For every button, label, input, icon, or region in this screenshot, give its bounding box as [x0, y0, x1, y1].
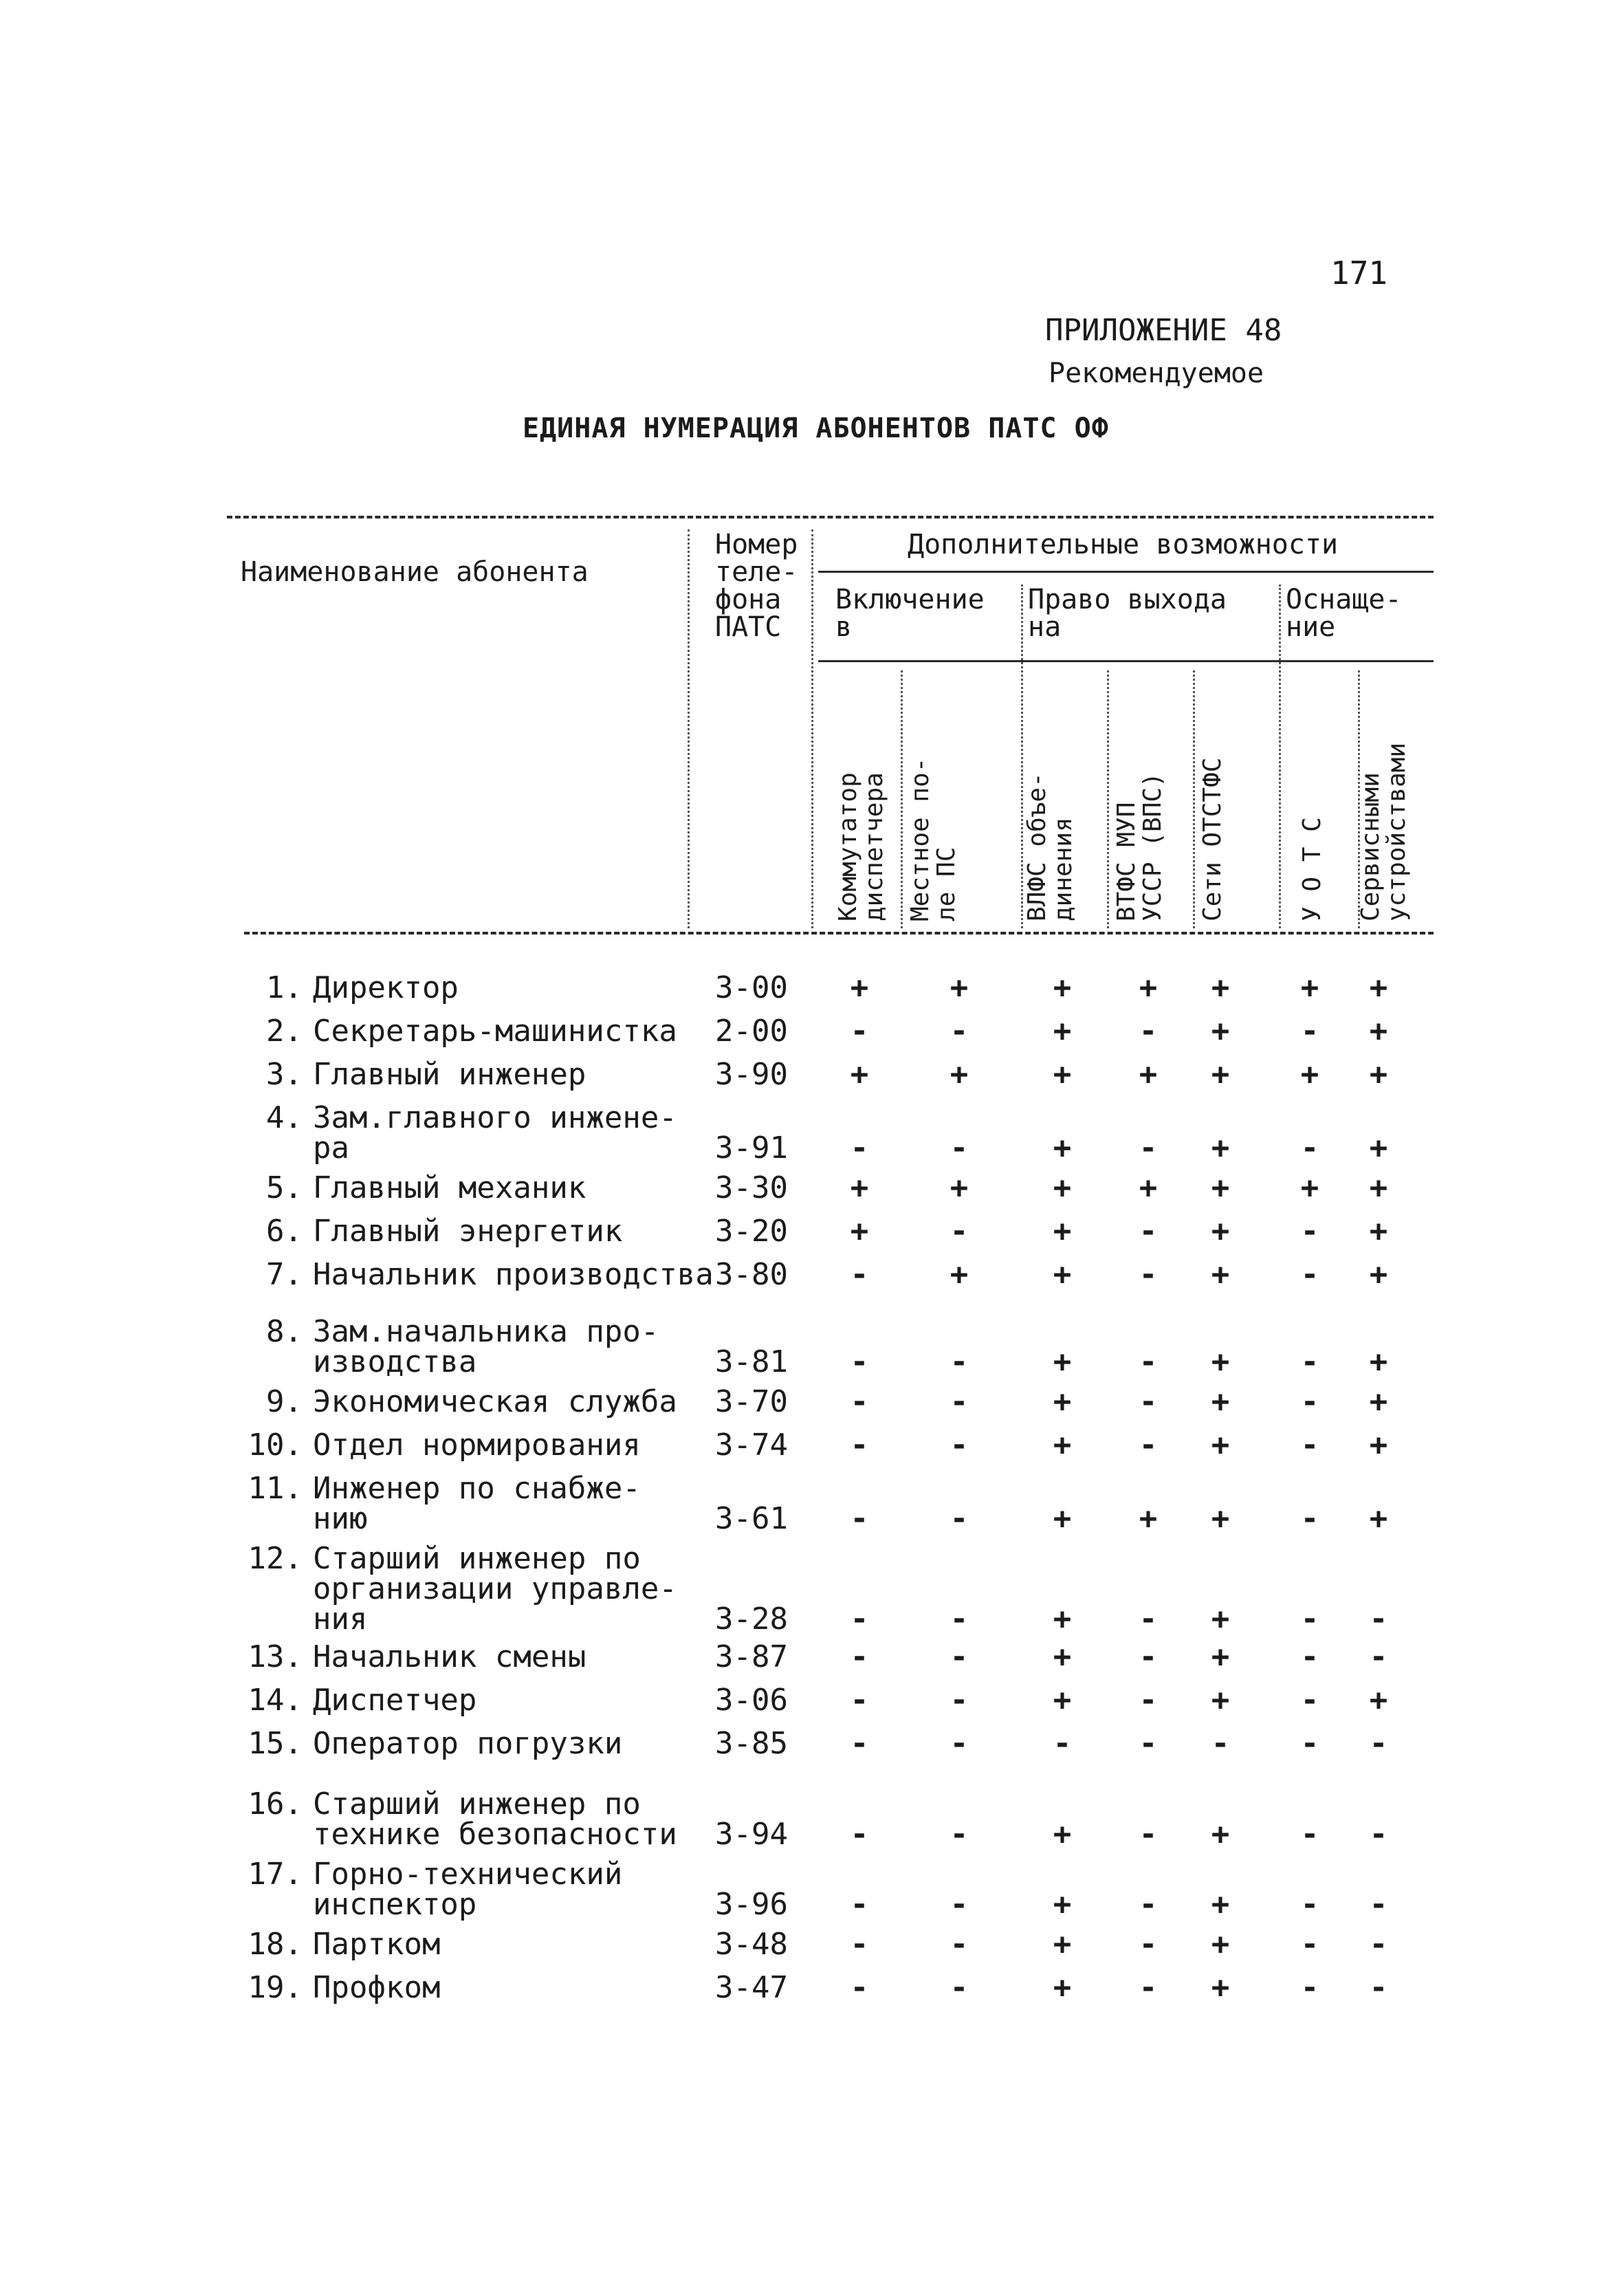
plus-mark: + — [1369, 1214, 1388, 1249]
minus-mark: - — [950, 1683, 969, 1718]
plus-mark: + — [1211, 1970, 1230, 2005]
plus-mark: + — [1053, 1214, 1072, 1249]
minus-mark: - — [1300, 1014, 1319, 1049]
subcol-divider-3 — [1193, 670, 1195, 928]
plus-mark: + — [1369, 1170, 1388, 1205]
plus-mark: + — [1211, 1501, 1230, 1536]
row-number: 9. — [266, 1384, 303, 1419]
minus-mark: - — [950, 1887, 969, 1922]
plus-mark: + — [1211, 970, 1230, 1005]
minus-mark: - — [850, 1428, 869, 1463]
minus-mark: - — [1139, 1726, 1158, 1761]
phone-number: 3-94 — [715, 1817, 788, 1852]
minus-mark: - — [1300, 1130, 1319, 1166]
page-number: 171 — [1330, 254, 1388, 292]
minus-mark: - — [1300, 1683, 1319, 1718]
minus-mark: - — [1139, 1257, 1158, 1292]
subcol-divider-2 — [1107, 670, 1109, 928]
minus-mark: - — [1369, 1927, 1388, 1962]
minus-mark: - — [950, 1130, 969, 1166]
minus-mark: - — [1300, 1428, 1319, 1463]
minus-mark: - — [850, 1130, 869, 1166]
subscriber-name: ра — [313, 1130, 349, 1166]
plus-mark: + — [1369, 1057, 1388, 1092]
minus-mark: - — [1300, 1970, 1319, 2005]
plus-mark: + — [1369, 1501, 1388, 1536]
plus-mark: + — [950, 1170, 969, 1205]
minus-mark: - — [1300, 1384, 1319, 1419]
minus-mark: - — [1300, 1927, 1319, 1962]
appendix-label: ПРИЛОЖЕНИЕ 48 — [1045, 313, 1282, 348]
phone-number: 3-80 — [715, 1257, 788, 1292]
minus-mark: - — [1300, 1817, 1319, 1852]
minus-mark: - — [1300, 1639, 1319, 1674]
row-number: 2. — [266, 1014, 303, 1049]
minus-mark: - — [1139, 1601, 1158, 1637]
plus-mark: + — [1211, 1057, 1230, 1092]
subscriber-name: Начальник производства — [313, 1257, 714, 1292]
subscriber-name: Начальник смены — [313, 1639, 586, 1674]
minus-mark: - — [1369, 1887, 1388, 1922]
subcol-vtfs: ВТФС МУП УССР (ВПС) — [1112, 772, 1167, 921]
plus-mark: + — [1369, 1257, 1388, 1292]
phone-number: 3-74 — [715, 1428, 788, 1463]
minus-mark: - — [1369, 1726, 1388, 1761]
minus-mark: - — [1139, 1927, 1158, 1962]
minus-mark: - — [1139, 1130, 1158, 1166]
plus-mark: + — [1211, 1214, 1230, 1249]
plus-mark: + — [850, 1057, 869, 1092]
table-header-bottom-rule — [244, 932, 1434, 934]
phone-number: 3-85 — [715, 1726, 788, 1761]
plus-mark: + — [1139, 1501, 1158, 1536]
divider-exit-equip — [1279, 584, 1281, 928]
plus-mark: + — [1300, 1170, 1319, 1205]
minus-mark: - — [850, 1817, 869, 1852]
phone-number: 3-90 — [715, 1057, 788, 1092]
minus-mark: - — [850, 1639, 869, 1674]
plus-mark: + — [1139, 1170, 1158, 1205]
subcol-uots: У О Т С — [1298, 817, 1326, 921]
plus-mark: + — [1369, 1014, 1388, 1049]
minus-mark: - — [850, 1384, 869, 1419]
plus-mark: + — [1300, 1057, 1319, 1092]
minus-mark: - — [1369, 1601, 1388, 1637]
plus-mark: + — [1211, 1887, 1230, 1922]
minus-mark: - — [1300, 1257, 1319, 1292]
plus-mark: + — [1053, 1817, 1072, 1852]
minus-mark: - — [1139, 1683, 1158, 1718]
row-number: 8. — [266, 1314, 303, 1349]
plus-mark: + — [1053, 1170, 1072, 1205]
row-number: 11. — [248, 1471, 303, 1506]
plus-mark: + — [1300, 970, 1319, 1005]
subscriber-name: технике безопасности — [313, 1817, 677, 1852]
plus-mark: + — [1053, 1130, 1072, 1166]
phone-number: 3-00 — [715, 970, 788, 1005]
minus-mark: - — [950, 1384, 969, 1419]
header-inclusion-l1: Включение — [835, 584, 985, 615]
plus-mark: + — [1053, 1057, 1072, 1092]
row-number: 6. — [266, 1214, 303, 1249]
plus-mark: + — [1211, 1344, 1230, 1379]
plus-mark: + — [1369, 1428, 1388, 1463]
plus-mark: + — [1053, 1257, 1072, 1292]
plus-mark: + — [1211, 1014, 1230, 1049]
header-phone-line3: фона — [715, 584, 782, 615]
minus-mark: - — [1369, 1970, 1388, 2005]
subcol-local-field: Местное по- ле ПС — [906, 757, 961, 921]
minus-mark: - — [1300, 1344, 1319, 1379]
plus-mark: + — [1211, 1817, 1230, 1852]
header-subscriber-name: Наименование абонента — [241, 556, 589, 588]
phone-number: 2-00 — [715, 1014, 788, 1049]
extra-underline — [818, 571, 1434, 573]
subscriber-name: Секретарь-машинистка — [313, 1014, 677, 1049]
minus-mark: - — [1300, 1601, 1319, 1637]
minus-mark: - — [1053, 1726, 1072, 1761]
subscriber-name: Главный энергетик — [313, 1214, 623, 1249]
plus-mark: + — [1211, 1639, 1230, 1674]
row-number: 10. — [248, 1428, 303, 1463]
minus-mark: - — [950, 1601, 969, 1637]
header-exit-l2: на — [1028, 611, 1062, 643]
row-number: 1. — [266, 970, 303, 1005]
row-number: 14. — [248, 1683, 303, 1718]
minus-mark: - — [950, 1501, 969, 1536]
subscriber-name: Профком — [313, 1970, 441, 2005]
plus-mark: + — [1053, 1887, 1072, 1922]
subcol-service-devices: Сервисными устройствами — [1357, 742, 1411, 921]
recommended-label: Рекомендуемое — [1049, 358, 1264, 389]
plus-mark: + — [1211, 1170, 1230, 1205]
subscriber-name: инспектор — [313, 1887, 477, 1922]
row-number: 15. — [248, 1726, 303, 1761]
minus-mark: - — [950, 1214, 969, 1249]
plus-mark: + — [1053, 1970, 1072, 2005]
subscriber-name: Старший инженер по — [313, 1786, 641, 1822]
header-equip-l2: ние — [1286, 611, 1336, 643]
row-number: 18. — [248, 1927, 303, 1962]
plus-mark: + — [1053, 970, 1072, 1005]
plus-mark: + — [1211, 1130, 1230, 1166]
header-phone-line1: Номер — [715, 529, 798, 560]
minus-mark: - — [950, 1344, 969, 1379]
plus-mark: + — [1139, 970, 1158, 1005]
phone-number: 3-28 — [715, 1601, 788, 1637]
minus-mark: - — [1211, 1726, 1230, 1761]
plus-mark: + — [1053, 1927, 1072, 1962]
minus-mark: - — [1139, 1014, 1158, 1049]
plus-mark: + — [850, 1170, 869, 1205]
subscriber-name: Главный инженер — [313, 1057, 586, 1092]
header-inclusion-l2: в — [835, 611, 853, 643]
plus-mark: + — [1053, 1384, 1072, 1419]
plus-mark: + — [850, 1214, 869, 1249]
plus-mark: + — [1053, 1014, 1072, 1049]
minus-mark: - — [850, 1927, 869, 1962]
minus-mark: - — [850, 1014, 869, 1049]
divider-name-phone — [688, 529, 690, 928]
phone-number: 3-61 — [715, 1501, 788, 1536]
phone-number: 3-91 — [715, 1130, 788, 1166]
minus-mark: - — [850, 1887, 869, 1922]
minus-mark: - — [1139, 1428, 1158, 1463]
document-title: ЕДИНАЯ НУМЕРАЦИЯ АБОНЕНТОВ ПАТС ОФ — [523, 413, 1109, 444]
minus-mark: - — [1139, 1639, 1158, 1674]
minus-mark: - — [950, 1014, 969, 1049]
minus-mark: - — [1139, 1344, 1158, 1379]
subscriber-name: Оператор погрузки — [313, 1726, 623, 1761]
phone-number: 3-48 — [715, 1927, 788, 1962]
phone-number: 3-47 — [715, 1970, 788, 2005]
minus-mark: - — [1300, 1726, 1319, 1761]
plus-mark: + — [1053, 1683, 1072, 1718]
row-number: 3. — [266, 1057, 303, 1092]
plus-mark: + — [1053, 1344, 1072, 1379]
plus-mark: + — [1369, 970, 1388, 1005]
plus-mark: + — [1053, 1428, 1072, 1463]
subscriber-name: Директор — [313, 970, 459, 1005]
phone-number: 3-06 — [715, 1683, 788, 1718]
minus-mark: - — [950, 1726, 969, 1761]
subcol-otstfs: Сети ОТСТФС — [1198, 757, 1227, 921]
subscriber-name: Старший инженер по — [313, 1541, 641, 1576]
plus-mark: + — [1211, 1927, 1230, 1962]
subscriber-name: Диспетчер — [313, 1683, 477, 1718]
plus-mark: + — [950, 1057, 969, 1092]
row-number: 13. — [248, 1639, 303, 1674]
header-equip-l1: Оснаще- — [1286, 584, 1402, 615]
row-number: 16. — [248, 1786, 303, 1822]
header-exit-l1: Право выхода — [1028, 584, 1227, 615]
subheader-underline — [818, 660, 1434, 662]
minus-mark: - — [1139, 1887, 1158, 1922]
row-number: 5. — [266, 1170, 303, 1205]
subcol-vlfs: ВЛФС объе- динения — [1023, 772, 1077, 921]
phone-number: 3-20 — [715, 1214, 788, 1249]
header-extra-features: Дополнительные возможности — [908, 529, 1339, 560]
plus-mark: + — [950, 1257, 969, 1292]
plus-mark: + — [850, 970, 869, 1005]
row-number: 12. — [248, 1541, 303, 1576]
minus-mark: - — [1139, 1817, 1158, 1852]
plus-mark: + — [1369, 1344, 1388, 1379]
subscriber-name: ния — [313, 1601, 368, 1637]
plus-mark: + — [1211, 1683, 1230, 1718]
minus-mark: - — [1139, 1214, 1158, 1249]
minus-mark: - — [850, 1683, 869, 1718]
row-number: 4. — [266, 1100, 303, 1135]
plus-mark: + — [1053, 1601, 1072, 1637]
plus-mark: + — [1369, 1130, 1388, 1166]
subscriber-name: Горно-технический — [313, 1857, 623, 1892]
plus-mark: + — [1211, 1428, 1230, 1463]
minus-mark: - — [1369, 1817, 1388, 1852]
minus-mark: - — [950, 1639, 969, 1674]
phone-number: 3-70 — [715, 1384, 788, 1419]
minus-mark: - — [1300, 1887, 1319, 1922]
subscriber-name: Инженер по снабже- — [313, 1471, 641, 1506]
minus-mark: - — [850, 1726, 869, 1761]
subscriber-name: нию — [313, 1501, 368, 1536]
minus-mark: - — [850, 1970, 869, 2005]
header-phone-line4: ПАТС — [715, 611, 782, 643]
minus-mark: - — [950, 1970, 969, 2005]
plus-mark: + — [1053, 1639, 1072, 1674]
divider-phone-extra — [811, 529, 813, 928]
minus-mark: - — [950, 1428, 969, 1463]
plus-mark: + — [950, 970, 969, 1005]
phone-number: 3-30 — [715, 1170, 788, 1205]
subscriber-name: Экономическая служба — [313, 1384, 677, 1419]
minus-mark: - — [850, 1601, 869, 1637]
minus-mark: - — [1139, 1384, 1158, 1419]
subscriber-name: Отдел нормирования — [313, 1428, 641, 1463]
header-phone-line2: теле- — [715, 556, 798, 588]
plus-mark: + — [1139, 1057, 1158, 1092]
plus-mark: + — [1211, 1257, 1230, 1292]
minus-mark: - — [1369, 1639, 1388, 1674]
minus-mark: - — [1139, 1970, 1158, 2005]
plus-mark: + — [1369, 1384, 1388, 1419]
table-top-rule — [227, 516, 1434, 518]
subscriber-name: Зам.главного инжене- — [313, 1100, 677, 1135]
plus-mark: + — [1369, 1683, 1388, 1718]
subscriber-name: изводства — [313, 1344, 477, 1379]
minus-mark: - — [1300, 1501, 1319, 1536]
phone-number: 3-81 — [715, 1344, 788, 1379]
subscriber-name: Главный механик — [313, 1170, 586, 1205]
row-number: 7. — [266, 1257, 303, 1292]
subcol-divider-1 — [901, 670, 903, 928]
subcol-dispatcher-switch: Коммутатор диспетчера — [834, 772, 888, 921]
phone-number: 3-96 — [715, 1887, 788, 1922]
row-number: 17. — [248, 1857, 303, 1892]
subscriber-name: Партком — [313, 1927, 441, 1962]
minus-mark: - — [850, 1501, 869, 1536]
subscriber-name: Зам.начальника про- — [313, 1314, 659, 1349]
minus-mark: - — [950, 1927, 969, 1962]
plus-mark: + — [1211, 1601, 1230, 1637]
minus-mark: - — [850, 1257, 869, 1292]
phone-number: 3-87 — [715, 1639, 788, 1674]
minus-mark: - — [950, 1817, 969, 1852]
row-number: 19. — [248, 1970, 303, 2005]
minus-mark: - — [850, 1344, 869, 1379]
minus-mark: - — [1300, 1214, 1319, 1249]
plus-mark: + — [1211, 1384, 1230, 1419]
plus-mark: + — [1053, 1501, 1072, 1536]
subscriber-name: организации управле- — [313, 1571, 677, 1606]
